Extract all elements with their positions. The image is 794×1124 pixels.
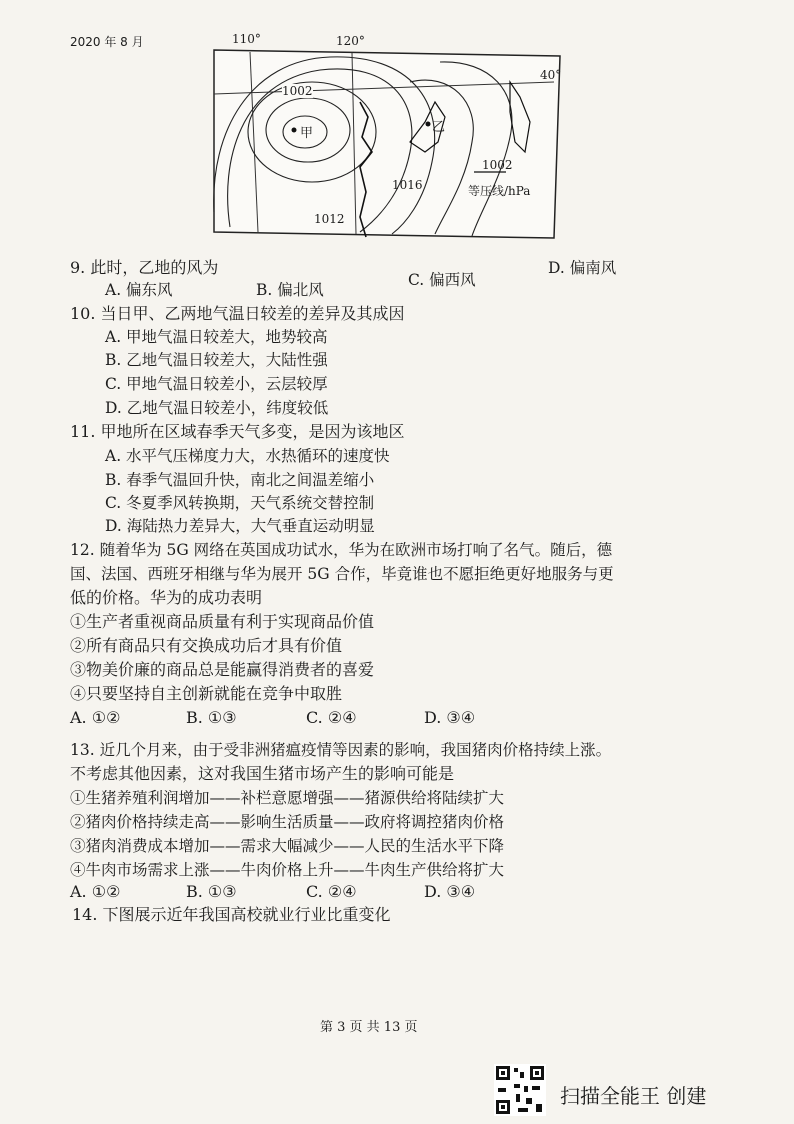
q12-option-c: C. ②④ (306, 708, 357, 727)
q13-item-1: ①生猪养殖利润增加——补栏意愿增强——猪源供给将陆续扩大 (70, 789, 505, 807)
q12-item-3: ③物美价廉的商品总是能赢得消费者的喜爱 (70, 660, 375, 679)
q12-option-b: B. ①③ (186, 708, 237, 727)
legend-value: 1002 (482, 158, 513, 172)
q9-option-b: B. 偏北风 (256, 281, 324, 299)
isobar-map-svg (210, 42, 564, 242)
q11-option-a: A. 水平气压梯度力大，水热循环的速度快 (105, 447, 390, 465)
q9-option-c: C. 偏西风 (408, 271, 476, 289)
isobar-label-1016: 1016 (392, 178, 423, 192)
q10-option-c: C. 甲地气温日较差小，云层较厚 (105, 375, 328, 393)
lat-label-40: 40° (540, 68, 562, 82)
q13-line-2: 不考虑其他因素，这对我国生猪市场产生的影响可能是 (70, 764, 455, 783)
isobar-label-1002: 1002 (282, 84, 313, 98)
q10-option-b: B. 乙地气温日较差大，大陆性强 (105, 351, 328, 369)
q12-option-a: A. ①② (70, 708, 121, 727)
q13-item-3: ③猪肉消费成本增加——需求大幅减少——人民的生活水平下降 (70, 837, 505, 855)
legend-unit: 等压线/hPa (468, 184, 531, 198)
q11-option-c: C. 冬夏季风转换期，天气系统交替控制 (105, 494, 375, 512)
place-yi-dot (426, 122, 431, 127)
q9-option-a: A. 偏东风 (105, 281, 173, 299)
lon-label-120: 120° (336, 34, 365, 48)
q10-option-a: A. 甲地气温日较差大，地势较高 (105, 328, 328, 346)
q10-stem: 10. 当日甲、乙两地气温日较差的差异及其成因 (70, 304, 405, 323)
q13-option-a: A. ①② (70, 882, 121, 901)
q11-option-b: B. 春季气温回升快，南北之间温差缩小 (105, 471, 375, 489)
isobar-map (210, 32, 564, 242)
q12-option-d: D. ③④ (424, 708, 476, 727)
q13-option-b: B. ①③ (186, 882, 237, 901)
header-date: 2020 年 8 月 (70, 35, 144, 49)
place-jia-dot (292, 128, 297, 133)
q14-stem: 14. 下图展示近年我国高校就业行业比重变化 (72, 905, 391, 924)
q12-line-3: 低的价格。华为的成功表明 (70, 588, 263, 607)
q11-stem: 11. 甲地所在区域春季天气多变，是因为该地区 (70, 422, 405, 441)
q9-stem: 9. 此时，乙地的风为 (70, 258, 219, 277)
place-yi: 乙 (432, 120, 446, 135)
q12-item-2: ②所有商品只有交换成功后才具有价值 (70, 636, 343, 655)
lon-label-110: 110° (232, 32, 261, 46)
q13-option-d: D. ③④ (424, 882, 476, 901)
scanner-watermark: 扫描全能王 创建 (560, 1084, 707, 1108)
q12-item-4: ④只要坚持自主创新就能在竞争中取胜 (70, 684, 343, 703)
q13-item-2: ②猪肉价格持续走高——影响生活质量——政府将调控猪肉价格 (70, 813, 505, 831)
q12-line-2: 国、法国、西班牙相继与华为展开 5G 合作，毕竟谁也不愿拒绝更好地服务与更 (70, 565, 614, 583)
q11-option-d: D. 海陆热力差异大，大气垂直运动明显 (105, 517, 375, 535)
q13-option-c: C. ②④ (306, 882, 357, 901)
place-jia: 甲 (300, 126, 314, 141)
qr-code-icon (494, 1064, 546, 1116)
q12-item-1: ①生产者重视商品质量有利于实现商品价值 (70, 612, 375, 631)
q10-option-d: D. 乙地气温日较差小，纬度较低 (105, 399, 329, 417)
q13-item-4: ④牛肉市场需求上涨——牛肉价格上升——牛肉生产供给将扩大 (70, 861, 505, 879)
q12-line-1: 12. 随着华为 5G 网络在英国成功试水，华为在欧洲市场打响了名气。随后，德 (70, 541, 613, 559)
isobar-label-1012: 1012 (314, 212, 345, 226)
q13-line-1: 13. 近几个月来，由于受非洲猪瘟疫情等因素的影响，我国猪肉价格持续上涨。 (70, 741, 612, 759)
page-number: 第 3 页 共 13 页 (320, 1020, 418, 1035)
q9-option-d: D. 偏南风 (548, 259, 617, 277)
